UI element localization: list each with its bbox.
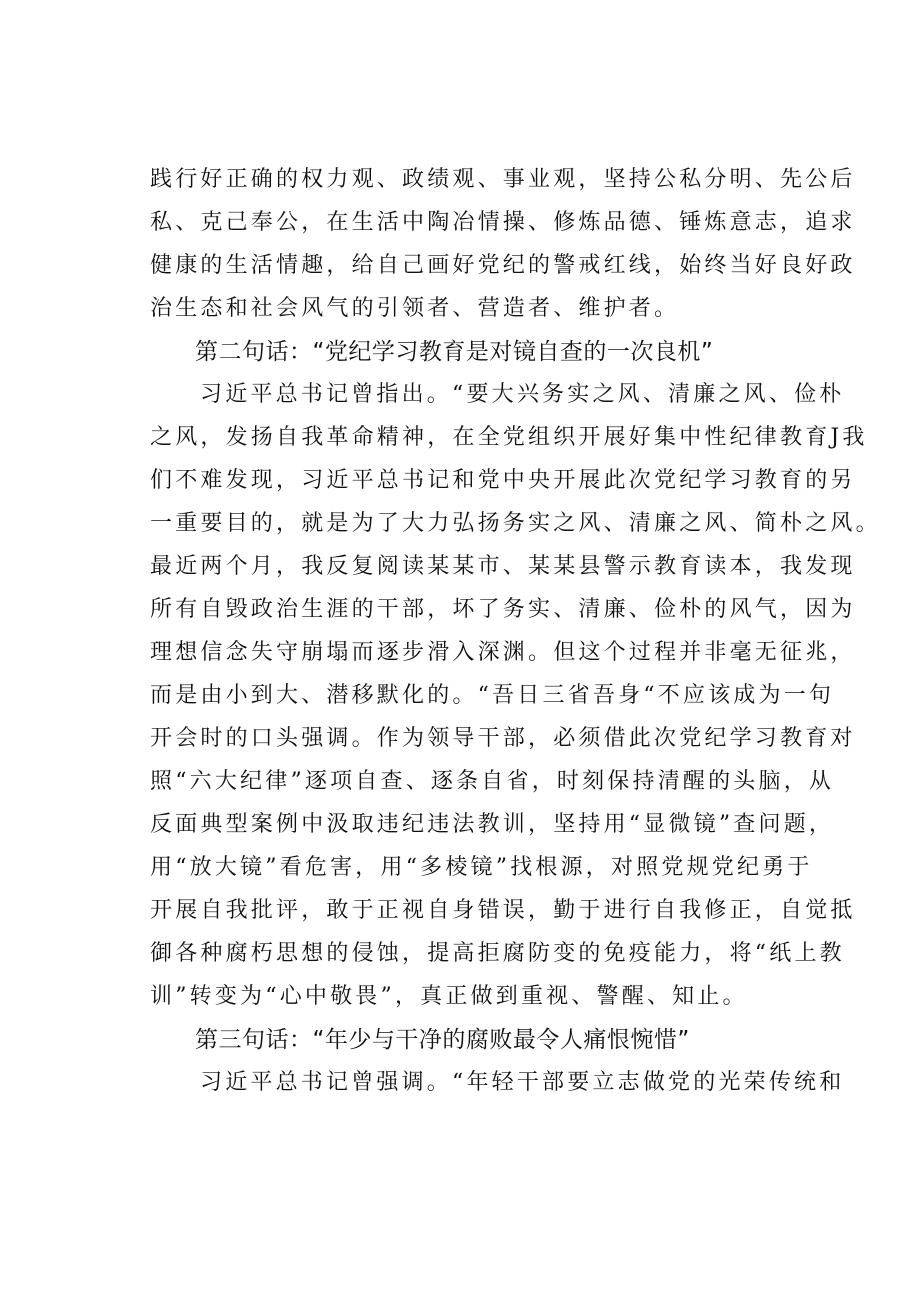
text-line: 之风，发扬自我革命精神，在全党组织开展好集中性纪律教育J我 [150, 425, 868, 450]
section-heading-2: 第二句话：“党纪学习教育是对镜自查的一次良机” [195, 339, 714, 365]
text-line: 用“放大镜”看危害，用“多棱镜”找根源，对照党规党纪勇于 [150, 855, 813, 880]
text-line: 治生态和社会风气的引领者、营造者、维护者。 [150, 296, 680, 321]
section-heading-3: 第三句话：“年少与干净的腐败最令人痛恨惋惜” [195, 1027, 690, 1053]
text-line: 最近两个月，我反复阅读某某市、某某县警示教育读本，我发现 [150, 554, 856, 579]
text-line: 开展自我批评，敢于正视自身错误，勤于进行自我修正，自觉抵 [150, 898, 856, 923]
text-line: 习近平总书记曾指出。“要大兴务实之风、清廉之风、俭朴 [200, 382, 845, 407]
text-line: 们不难发现，习近平总书记和党中央开展此次党纪学习教育的另 [150, 468, 856, 493]
text-line: 训”转变为“心中敬畏”，真正做到重视、警醒、知止。 [150, 984, 748, 1009]
text-line: 开会时的口头强调。作为领导干部，必须借此次党纪学习教育对 [150, 726, 856, 751]
text-line: 习近平总书记曾强调。“年轻干部要立志做党的光荣传统和 [200, 1070, 845, 1095]
text-line: 而是由小到大、潜移默化的。“吾日三省吾身“不应该成为一句 [150, 683, 835, 708]
text-line: 一重要目的，就是为了大力弘扬务实之风、清廉之风、简朴之风。 [150, 511, 881, 536]
text-line: 反面典型案例中汲取违纪违法教训，坚持用“显微镜”查问题， [150, 812, 835, 837]
text-line: 照“六大纪律”逐项自查、逐条自省，时刻保持清醒的头脑，从 [150, 769, 835, 794]
text-line: 所有自毁政治生涯的干部，坏了务实、清廉、俭朴的风气，因为 [150, 597, 856, 622]
text-line: 私、克己奉公，在生活中陶冶情操、修炼品德、锤炼意志，追求 [150, 210, 856, 235]
text-line: 御各种腐朽思想的侵蚀，提高拒腐防变的免疫能力，将“纸上教 [150, 941, 845, 966]
text-line: 理想信念失守崩塌而逐步滑入深渊。但这个过程并非毫无征兆， [150, 640, 856, 665]
text-line: 健康的生活情趣，给自己画好党纪的警戒红线，始终当好良好政 [150, 253, 856, 278]
text-line: 践行好正确的权力观、政绩观、事业观，坚持公私分明、先公后 [150, 167, 856, 192]
